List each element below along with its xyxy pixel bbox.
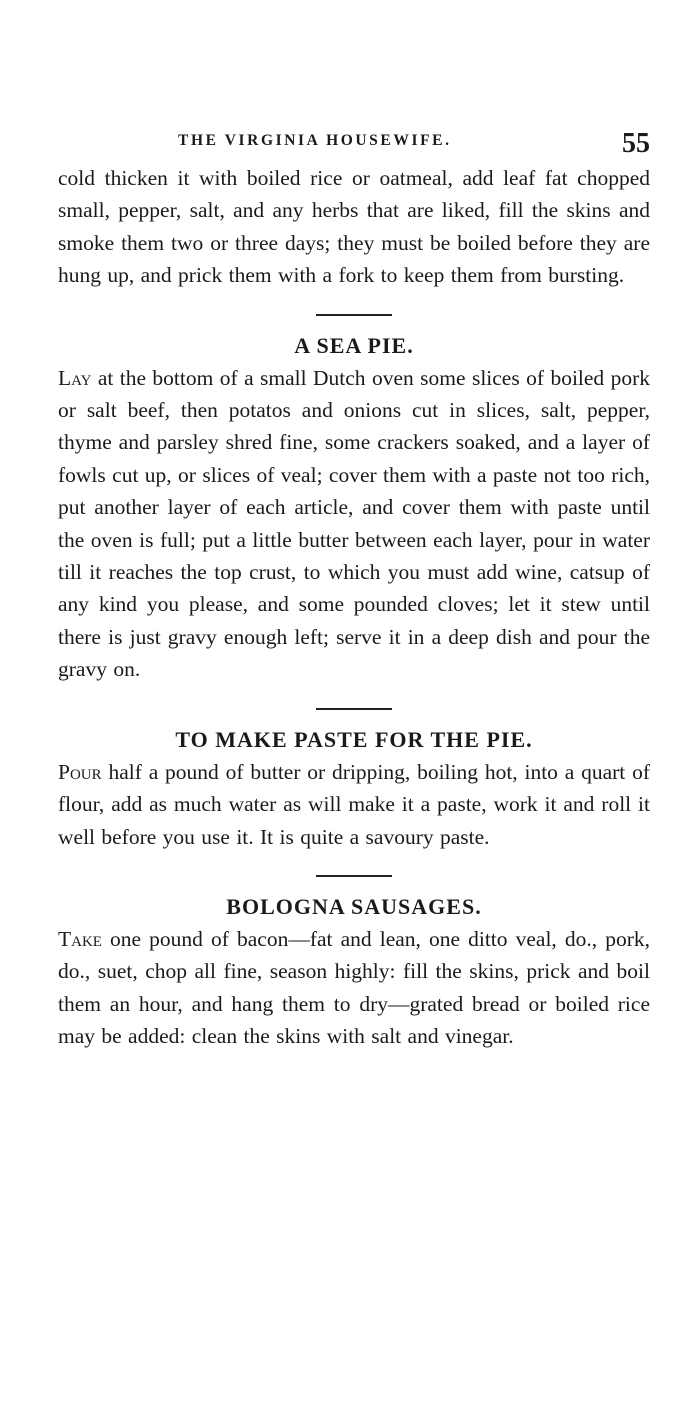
recipe-lead-word: Pour bbox=[58, 759, 102, 784]
recipe-lead-word: Lay bbox=[58, 365, 92, 390]
recipe-text: one pound of bacon—fat and lean, one ditto veal, do., pork, do., suet, chop all fine, season highly: fill the skins, prick and boil them an hour, and hang them to dry—grated bread or boiled rice may be added: clean the skins with salt and vinegar. bbox=[58, 926, 650, 1049]
running-title: THE VIRGINIA HOUSEWIFE. bbox=[178, 132, 452, 149]
recipe-lead-word: Take bbox=[58, 926, 102, 951]
book-page bbox=[58, 118, 650, 1053]
recipe-title: BOLOGNA SAUSAGES. bbox=[226, 893, 482, 919]
recipe-body bbox=[58, 923, 650, 1053]
continuation-paragraph: cold thicken it with boiled rice or oatmeal, add leaf fat chopped small, pepper, salt, and any herbs that are liked, fill the skins and smoke them two or three days; they must be boiled before they are hung up, and prick them with a fork to keep them from bursting. bbox=[58, 166, 650, 288]
page-number: 55 bbox=[622, 128, 650, 159]
recipe-text: half a pound of butter or dripping, boiling hot, into a quart of flour, add as much water as will make it a paste, work it and roll it well before you use it. It is quite a savoury paste. bbox=[58, 759, 650, 849]
recipe-title: TO MAKE PASTE FOR THE PIE. bbox=[175, 726, 533, 752]
recipe-bologna-sausages bbox=[58, 891, 650, 1053]
recipe-pie-paste bbox=[58, 724, 650, 853]
recipe-text: at the bottom of a small Dutch oven some slices of boiled pork or salt beef, then potatos and onions cut in slices, salt, pepper, thyme and parsley shred fine, some crackers soaked, and a layer of fowls cut up, or slices of veal; cover them with a paste not too rich, put another layer of each article, and cover them with paste until the oven is full; put a little butter between each layer, pour in water till it reaches the top crust, to which you must add wine, catsup of any kind you please, and some pounded cloves; let it stew until there is just gravy enough left; serve it in a deep dish and pour the gravy on. bbox=[58, 365, 650, 682]
recipe-body bbox=[58, 756, 650, 853]
running-header bbox=[58, 118, 650, 162]
recipe-body bbox=[58, 362, 650, 686]
recipe-sea-pie bbox=[58, 330, 650, 686]
recipe-title: A SEA PIE. bbox=[294, 332, 414, 358]
